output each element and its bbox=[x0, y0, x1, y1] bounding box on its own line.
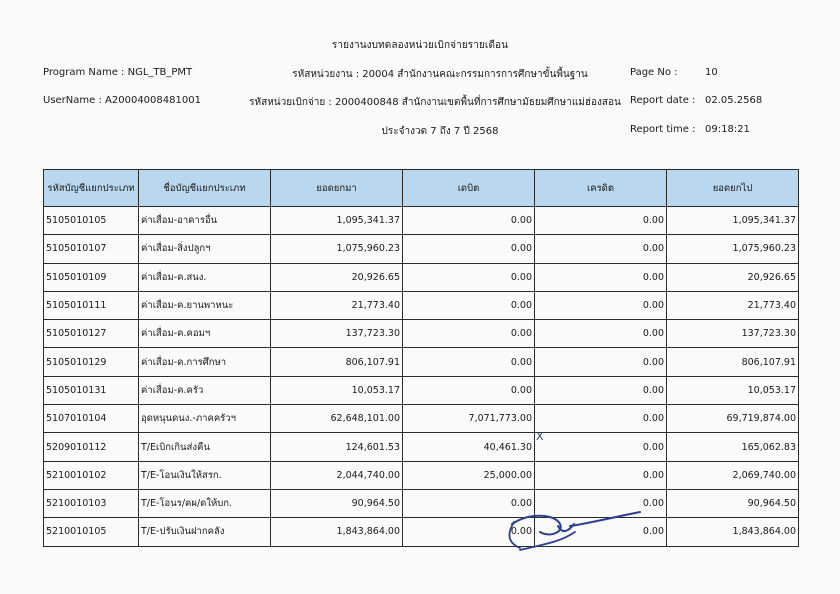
debit: 0.00 bbox=[403, 320, 535, 348]
debit: 0.00 bbox=[403, 376, 535, 404]
closing-balance: 1,095,341.37 bbox=[667, 207, 799, 235]
opening-balance: 62,648,101.00 bbox=[271, 405, 403, 433]
account-name: T/E-โอนร/คผ/ดให้บก. bbox=[139, 489, 271, 517]
period-line: ประจำงวด 7 ถึง 7 ปี 2568 bbox=[381, 126, 499, 137]
table-row bbox=[44, 291, 799, 319]
opening-balance: 137,723.30 bbox=[271, 320, 403, 348]
page-value: 10 bbox=[705, 67, 718, 78]
opening-balance: 20,926.65 bbox=[271, 263, 403, 291]
closing-balance: 137,723.30 bbox=[667, 320, 799, 348]
table-row bbox=[44, 348, 799, 376]
table-header-row bbox=[44, 170, 799, 207]
debit: 7,071,773.00 bbox=[403, 405, 535, 433]
table-row bbox=[44, 489, 799, 517]
opening-balance: 806,107.91 bbox=[271, 348, 403, 376]
debit: 0.00 bbox=[403, 263, 535, 291]
unit-line: รหัสหน่วยเบิกจ่าย : 2000400848 สำนักงานเขตพื้นที่การศึกษามัธยมศึกษาแม่ฮ่องสอน bbox=[249, 97, 621, 108]
debit: 0.00 bbox=[403, 207, 535, 235]
opening-balance: 10,053.17 bbox=[271, 376, 403, 404]
account-name: ค่าเสื่อม-สิ่งปลูกฯ bbox=[139, 235, 271, 263]
opening-balance: 2,044,740.00 bbox=[271, 461, 403, 489]
account-name: T/Eเบิกเกินส่งคืน bbox=[139, 433, 271, 461]
opening-balance: 1,075,960.23 bbox=[271, 235, 403, 263]
account-code: 5107010104 bbox=[44, 405, 139, 433]
table-row bbox=[44, 235, 799, 263]
closing-balance: 20,926.65 bbox=[667, 263, 799, 291]
closing-balance: 1,843,864.00 bbox=[667, 518, 799, 546]
account-code: 5105010105 bbox=[44, 207, 139, 235]
account-name: ค่าเสื่อม-ค.ยานพาหนะ bbox=[139, 291, 271, 319]
account-name: T/E-ปรับเงินฝากคลัง bbox=[139, 518, 271, 546]
closing-balance: 2,069,740.00 bbox=[667, 461, 799, 489]
signature-scribble bbox=[500, 502, 650, 557]
table-row bbox=[44, 433, 799, 461]
user-label: UserName : bbox=[43, 95, 102, 106]
trial-balance-table bbox=[43, 169, 799, 547]
account-name: ค่าเสื่อม-ค.ครัว bbox=[139, 376, 271, 404]
account-name: T/E-โอนเงินให้สรก. bbox=[139, 461, 271, 489]
handwritten-check-mark: X bbox=[536, 430, 544, 443]
debit: 40,461.30 bbox=[403, 433, 535, 461]
table-row bbox=[44, 405, 799, 433]
closing-balance: 1,075,960.23 bbox=[667, 235, 799, 263]
account-code: 5105010109 bbox=[44, 263, 139, 291]
account-code: 5210010103 bbox=[44, 489, 139, 517]
header-credit: เครดิต bbox=[535, 170, 667, 207]
closing-balance: 10,053.17 bbox=[667, 376, 799, 404]
header-debit: เดบิต bbox=[403, 170, 535, 207]
closing-balance: 90,964.50 bbox=[667, 489, 799, 517]
header-opening-balance: ยอดยกมา bbox=[271, 170, 403, 207]
debit: 0.00 bbox=[403, 235, 535, 263]
account-name: ค่าเสื่อม-ค.การศึกษา bbox=[139, 348, 271, 376]
header-account-name: ชื่อบัญชีแยกประเภท bbox=[139, 170, 271, 207]
report-title: รายงานงบทดลองหน่วยเบิกจ่ายรายเดือน bbox=[331, 40, 509, 51]
date-value: 02.05.2568 bbox=[705, 95, 763, 106]
opening-balance: 1,843,864.00 bbox=[271, 518, 403, 546]
account-code: 5209010112 bbox=[44, 433, 139, 461]
account-name: ค่าเสื่อม-ค.คอมฯ bbox=[139, 320, 271, 348]
report-time bbox=[630, 124, 750, 135]
account-code: 5105010107 bbox=[44, 235, 139, 263]
program-value: NGL_TB_PMT bbox=[127, 67, 193, 78]
account-code: 5105010129 bbox=[44, 348, 139, 376]
credit: 0.00 bbox=[535, 348, 667, 376]
agency-line: รหัสหน่วยงาน : 20004 สำนักงานคณะกรรมการการศึกษาขั้นพื้นฐาน bbox=[292, 69, 588, 80]
credit: 0.00 bbox=[535, 320, 667, 348]
opening-balance: 90,964.50 bbox=[271, 489, 403, 517]
account-code: 5210010105 bbox=[44, 518, 139, 546]
debit: 0.00 bbox=[403, 489, 535, 517]
debit: 0.00 bbox=[403, 291, 535, 319]
closing-balance: 21,773.40 bbox=[667, 291, 799, 319]
report-date bbox=[630, 95, 762, 106]
credit: 0.00 bbox=[535, 489, 667, 517]
credit: 0.00 bbox=[535, 235, 667, 263]
table-row bbox=[44, 461, 799, 489]
opening-balance: 1,095,341.37 bbox=[271, 207, 403, 235]
account-name: ค่าเสื่อม-ค.สนง. bbox=[139, 263, 271, 291]
credit: 0.00 bbox=[535, 376, 667, 404]
account-name: อุดหนุนดนง.-ภาคครัวฯ bbox=[139, 405, 271, 433]
account-name: ค่าเสื่อม-อาคารอื่น bbox=[139, 207, 271, 235]
page-label: Page No : bbox=[630, 67, 678, 78]
credit: 0.00 bbox=[535, 461, 667, 489]
credit: 0.00 bbox=[535, 263, 667, 291]
time-value: 09:18:21 bbox=[705, 124, 750, 135]
program-label: Program Name : bbox=[43, 67, 125, 78]
closing-balance: 165,062.83 bbox=[667, 433, 799, 461]
table-row bbox=[44, 207, 799, 235]
credit: 0.00 bbox=[535, 433, 667, 461]
debit: 0.00 bbox=[403, 518, 535, 546]
table-row bbox=[44, 518, 799, 546]
credit: 0.00 bbox=[535, 207, 667, 235]
opening-balance: 124,601.53 bbox=[271, 433, 403, 461]
debit: 0.00 bbox=[403, 348, 535, 376]
table-row bbox=[44, 376, 799, 404]
credit: 0.00 bbox=[535, 291, 667, 319]
credit: 0.00 bbox=[535, 405, 667, 433]
date-label: Report date : bbox=[630, 95, 696, 106]
closing-balance: 69,719,874.00 bbox=[667, 405, 799, 433]
account-code: 5105010111 bbox=[44, 291, 139, 319]
page-no bbox=[630, 67, 718, 78]
account-code: 5105010127 bbox=[44, 320, 139, 348]
credit: 0.00 bbox=[535, 518, 667, 546]
account-code: 5210010102 bbox=[44, 461, 139, 489]
header-account-code: รหัสบัญชีแยกประเภท bbox=[44, 170, 139, 207]
table-row bbox=[44, 263, 799, 291]
account-code: 5105010131 bbox=[44, 376, 139, 404]
debit: 25,000.00 bbox=[403, 461, 535, 489]
header-closing-balance: ยอดยกไป bbox=[667, 170, 799, 207]
table-row bbox=[44, 320, 799, 348]
time-label: Report time : bbox=[630, 124, 696, 135]
user-value: A20004008481001 bbox=[105, 95, 201, 106]
opening-balance: 21,773.40 bbox=[271, 291, 403, 319]
closing-balance: 806,107.91 bbox=[667, 348, 799, 376]
